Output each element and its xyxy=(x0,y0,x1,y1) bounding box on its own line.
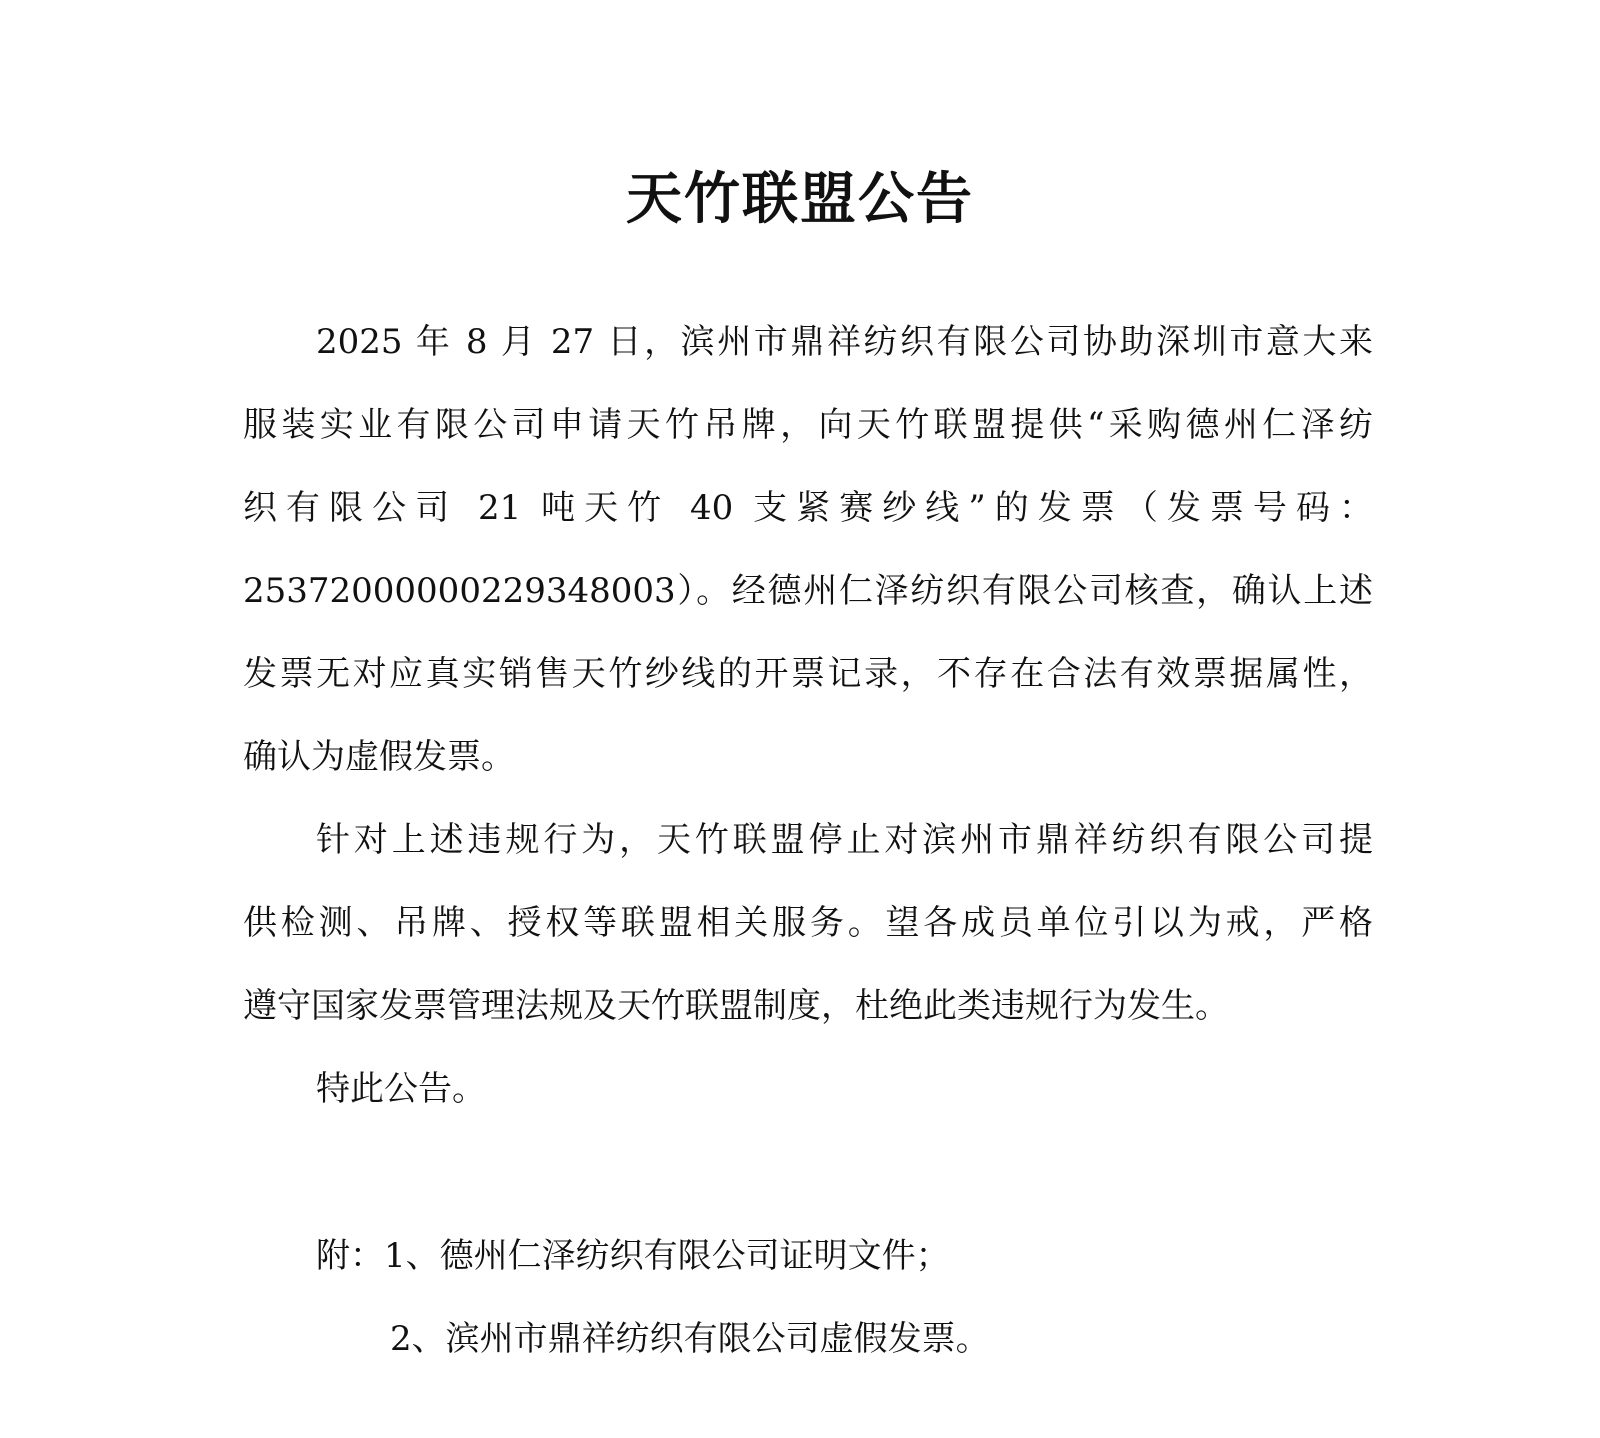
paragraph-1-line-5: 发票无对应真实销售天竹纱线的开票记录，不存在合法有效票据属性， xyxy=(243,654,1373,694)
paragraph-2-line-2: 供检测、吊牌、授权等联盟相关服务。望各成员单位引以为戒，严格 xyxy=(243,903,1373,943)
paragraph-1-line-2: 服装实业有限公司申请天竹吊牌，向天竹联盟提供“采购德州仁泽纺 xyxy=(243,405,1373,445)
paragraph-1-line-1: 2025 年 8 月 27 日，滨州市鼎祥纺织有限公司协助深圳市意大来 xyxy=(316,322,1373,362)
attachment-item-1: 附：1、德州仁泽纺织有限公司证明文件； xyxy=(316,1236,950,1276)
paragraph-1-line-4: 25372000000229348003）。经德州仁泽纺织有限公司核查，确认上述 xyxy=(243,571,1373,611)
closing-statement: 特此公告。 xyxy=(316,1069,486,1109)
paragraph-2-line-1: 针对上述违规行为，天竹联盟停止对滨州市鼎祥纺织有限公司提 xyxy=(316,820,1373,860)
paragraph-1-line-3: 织有限公司 21 吨天竹 40 支紧赛纱线”的发票（发票号码： xyxy=(243,488,1373,528)
paragraph-1-line-6: 确认为虚假发票。 xyxy=(243,737,515,777)
document-title: 天竹联盟公告 xyxy=(626,167,974,232)
paragraph-2-line-3: 遵守国家发票管理法规及天竹联盟制度，杜绝此类违规行为发生。 xyxy=(243,986,1229,1026)
attachment-item-2: 2、滨州市鼎祥纺织有限公司虚假发票。 xyxy=(390,1319,990,1359)
